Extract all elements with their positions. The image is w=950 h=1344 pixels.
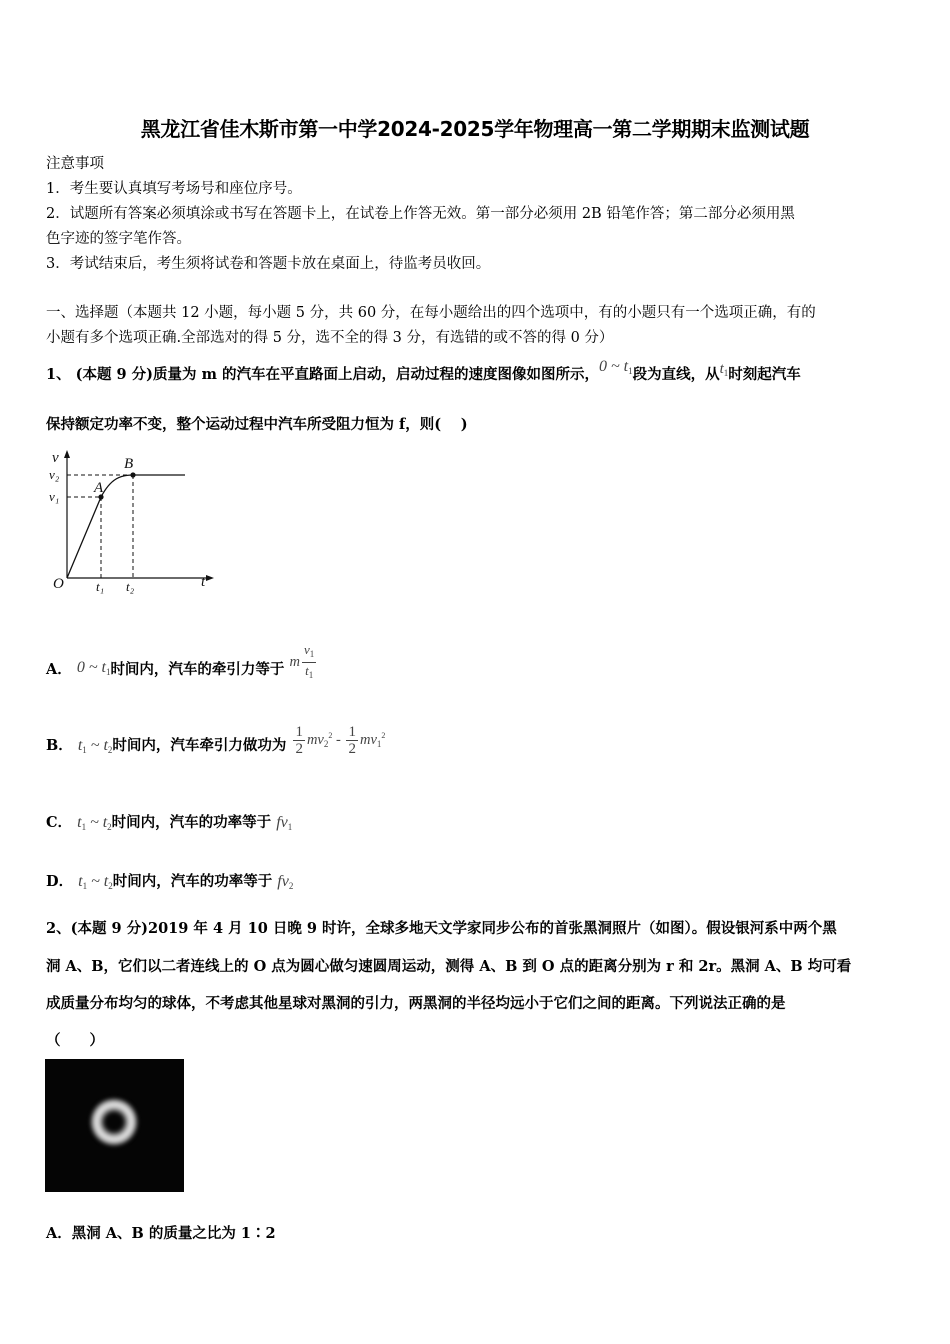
interval-t1-t2: $t_1$ ~ $t_2$ <box>77 814 112 832</box>
interval-0-t1: 0 ~ $t_1$ <box>76 658 111 677</box>
q1-option-c <box>46 811 292 832</box>
interval-t1-t2: $t_1$ ~ $t_2$ <box>78 873 113 891</box>
page-title: 黑龙江省佳木斯市第一中学2024-2025学年物理高一第二学期期末监测试题 <box>140 117 810 141</box>
point-a-label: A <box>94 480 104 496</box>
linear-segment <box>67 497 101 578</box>
option-text: 时间内，汽车的功率等于 <box>112 873 273 890</box>
section-heading-line1: 一、选择题（本题共 12 小题，每小题 5 分，共 60 分，在每小题给出的四个选项中，有的小题只有一个选项正确，有的 <box>46 305 816 321</box>
black-hole-ring <box>91 1099 137 1145</box>
velocity-time-graph <box>46 448 218 596</box>
section-heading-line2: 小题有多个选项正确.全部选对的得 5 分，选不全的得 3 分，有选错的或不答的得 0 分） <box>46 330 614 346</box>
notice-item-2-cont: 色字迹的签字笔作答。 <box>46 231 191 247</box>
q2-stem-line1: 2、(本题 9 分)2019 年 4 月 10 日晚 9 时许，全球多地天文学家同步公布的首张黑洞照片（如图）。假设银河系中两个黑 <box>46 920 837 937</box>
option-letter: B． <box>46 736 73 754</box>
v-axis-label: v <box>52 450 59 466</box>
t-axis-arrow <box>206 575 214 581</box>
q2-stem-line3: 成质量分布均匀的球体，不考虑其他星球对黑洞的引力，两黑洞的半径均远小于它们之间的距离。下列说法正确的是 <box>46 995 786 1012</box>
q2-option-a: A．黑洞 A、B 的质量之比为 1∶2 <box>46 1225 276 1242</box>
option-text: 时间内，汽车的牵引力等于 <box>110 660 285 678</box>
black-hole-image <box>45 1059 184 1192</box>
q1-stem-part2: 段为直线，从 <box>632 366 720 383</box>
q1-stem-part1: 1、 (本题 9 分)质量为 m 的汽车在平直路面上启动，启动过程的速度图像如图所示， <box>46 366 599 383</box>
interval-t1-t2: $t_1$ ~ $t_2$ <box>77 736 113 755</box>
point-b-label: B <box>124 456 134 472</box>
q1-option-b <box>46 724 386 763</box>
q1-stem-part3: 时刻起汽车 <box>728 366 801 383</box>
option-letter: C． <box>46 814 73 831</box>
q2-stem-line2: 洞 A、B，它们以二者连线上的 O 点为圆心做匀速圆周运动，测得 A、B 到 O 点的距离分别为 r 和 2r。黑洞 A、B 均可看 <box>46 958 852 975</box>
q1-time-t1: $t_1$ <box>719 361 729 378</box>
option-text: 时间内，汽车的功率等于 <box>111 814 272 831</box>
origin-label: O <box>53 576 64 592</box>
option-text: 时间内，汽车牵引力做功为 <box>112 736 287 754</box>
option-letter: D． <box>46 873 74 890</box>
formula-f-v2: $fv_2$ <box>277 873 294 891</box>
option-letter: A． <box>46 660 72 678</box>
t1-label: t₁ <box>96 579 105 594</box>
t2-label: t₂ <box>126 579 135 594</box>
point-b <box>130 472 135 477</box>
q1-interval-0-t1: 0 ~ $t_1$ <box>598 358 633 376</box>
v-axis-arrow <box>64 450 70 458</box>
curve-segment <box>101 475 133 497</box>
q1-stem-line2: 保持额定功率不变，整个运动过程中汽车所受阻力恒为 f，则( ) <box>46 416 468 433</box>
v1-label: v₁ <box>49 489 60 504</box>
q2-stem-line4: （ ） <box>46 1032 104 1049</box>
notice-heading: 注意事项 <box>46 156 104 172</box>
formula-f-v1: $fv_1$ <box>276 814 293 832</box>
notice-item-1: 1．考生要认真填写考场号和座位序号。 <box>46 181 302 197</box>
v2-label: v₂ <box>49 467 60 482</box>
formula-work: $\frac{1}{2}$ $mv_2^2$ - $\frac{1}{2}$ $mv_1^2$ <box>295 724 386 757</box>
q1-option-a <box>46 642 318 691</box>
q1-stem-line1 <box>46 358 801 384</box>
q1-option-d <box>46 870 293 891</box>
formula-m-v1-over-t1: m $\frac{v_1}{t_1}$ <box>289 642 315 680</box>
notice-item-3: 3．考试结束后，考生须将试卷和答题卡放在桌面上，待监考员收回。 <box>46 256 491 272</box>
notice-item-2: 2．试题所有答案必须填涂或书写在答题卡上，在试卷上作答无效。第一部分必须用 2B 铅笔作答；第二部分必须用黑 <box>46 206 795 222</box>
t-axis-label: t <box>201 574 206 590</box>
